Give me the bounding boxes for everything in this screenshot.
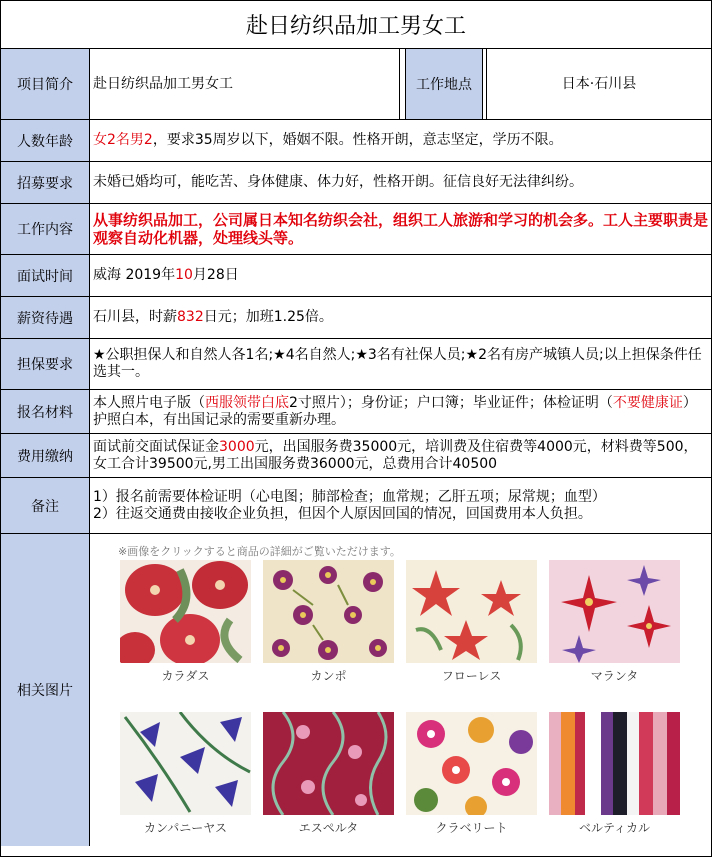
docs-value	[90, 390, 711, 433]
label-remarks: 备注	[1, 478, 90, 533]
fabric-caption: ベルティカル	[578, 821, 651, 835]
row-remarks	[1, 478, 711, 534]
row-interview	[1, 255, 711, 297]
fabric-tile-8[interactable]	[549, 712, 680, 836]
salary-part: 日元；加班1.25倍。	[203, 309, 333, 325]
label-location: 工作地点	[406, 49, 483, 119]
fabric-caption: カンパニーヤス	[144, 821, 227, 835]
label-work: 工作内容	[1, 204, 90, 254]
label-guarantee: 担保要求	[1, 339, 90, 389]
label-project: 项目简介	[1, 49, 90, 119]
fees-part: 元，出国服务费35000元，培训费及住宿费等4000元，材料费等500，女工合计39500元,男工出国服务费36000元，总费用合计40500	[93, 438, 698, 472]
fabric-tile-7[interactable]	[406, 712, 537, 836]
fabric-tile-6[interactable]	[263, 712, 394, 836]
label-headcount: 人数年龄	[1, 120, 90, 161]
fees-value	[90, 434, 711, 477]
gallery-note: ※画像をクリックすると商品の詳細がご覧いただけます。	[118, 545, 401, 558]
label-docs: 报名材料	[1, 390, 90, 433]
salary-value	[90, 297, 711, 338]
location-value: 日本·石川县	[561, 75, 637, 92]
page-title: 赴日纺织品加工男女工	[1, 1, 711, 49]
label-recruit: 招募要求	[1, 162, 90, 203]
fabric-gallery	[90, 534, 711, 846]
project-value: 赴日纺织品加工男女工	[90, 49, 400, 119]
row-project	[1, 49, 711, 120]
row-work	[1, 204, 711, 255]
fabric-image-8[interactable]	[549, 712, 680, 815]
row-headcount	[1, 120, 711, 162]
fabric-caption: カラダス	[161, 669, 210, 683]
headcount-rest: ，要求35周岁以下，婚姻不限。性格开朗，意志坚定，学历不限。	[152, 132, 563, 148]
docs-part: 2寸照片）；身份证；户口簿；毕业证件；体检证明（	[289, 394, 613, 411]
recruit-value: 未婚已婚均可，能吃苦、身体健康、体力好，性格开朗。征信良好无法律纠纷。	[93, 174, 583, 190]
salary-wage: 832	[177, 309, 204, 325]
interview-month: 10	[175, 267, 193, 283]
fabric-image-5[interactable]	[120, 712, 251, 815]
headcount-value	[90, 120, 711, 161]
interview-value	[90, 255, 711, 296]
fabric-image-4[interactable]	[549, 560, 680, 663]
row-fees	[1, 434, 711, 478]
fabric-image-7[interactable]	[406, 712, 537, 815]
interview-part: 月28日	[192, 267, 239, 283]
fabric-tile-3[interactable]	[406, 560, 537, 684]
work-value: 从事纺织品加工，公司属日本知名纺织会社，组织工人旅游和学习的机会多。工人主要职责是观察自动化机器，处理线头等。	[93, 211, 709, 247]
label-fees: 费用缴纳	[1, 434, 90, 477]
fabric-image-3[interactable]	[406, 560, 537, 663]
fabric-image-1[interactable]	[120, 560, 251, 663]
fees-deposit: 3000	[219, 438, 255, 455]
docs-red: 不要健康证	[612, 394, 683, 411]
interview-part: 威海 2019年	[93, 267, 176, 283]
fabric-caption: クラベリート	[435, 821, 508, 835]
docs-red: 西服领带白底	[205, 394, 289, 411]
remark-line: 1）报名前需要体检证明（心电图；肺部检查；血常规；乙肝五项；尿常规；血型）	[93, 488, 606, 505]
label-interview: 面试时间	[1, 255, 90, 296]
guarantee-value: ★公职担保人和自然人各1名;★4名自然人;★3名有社保人员;★2名有房产城镇人员;以上担保条件任选其一。	[93, 347, 702, 380]
fabric-tile-2[interactable]	[263, 560, 394, 684]
fabric-image-2[interactable]	[263, 560, 394, 663]
row-pictures	[1, 534, 711, 846]
fabric-tile-1[interactable]	[120, 560, 251, 684]
row-docs	[1, 390, 711, 434]
remarks-value	[90, 478, 711, 533]
label-pictures: 相关图片	[1, 534, 90, 846]
label-salary: 薪资待遇	[1, 297, 90, 338]
docs-part: 本人照片电子版（	[93, 394, 205, 411]
remark-line: 2）往返交通费由接收企业负担，但因个人原因回国的情况，回国费用本人负担。	[93, 505, 592, 522]
salary-part: 石川县，时薪	[93, 309, 177, 325]
row-recruit	[1, 162, 711, 204]
fabric-tile-4[interactable]	[549, 560, 680, 684]
fabric-caption: エスペルタ	[298, 821, 359, 835]
fabric-image-6[interactable]	[263, 712, 394, 815]
docs-part: ）护照白本，有出国记录的需要重新办理。	[93, 394, 697, 428]
fabric-caption: カンポ	[310, 669, 347, 683]
row-salary	[1, 297, 711, 339]
fabric-caption: フローレス	[441, 669, 502, 683]
row-guarantee	[1, 339, 711, 390]
fabric-tile-5[interactable]	[120, 712, 251, 836]
fabric-caption: マランタ	[590, 669, 639, 683]
headcount-red: 女2名男2	[93, 132, 153, 148]
fees-part: 面试前交面试保证金	[93, 438, 219, 455]
